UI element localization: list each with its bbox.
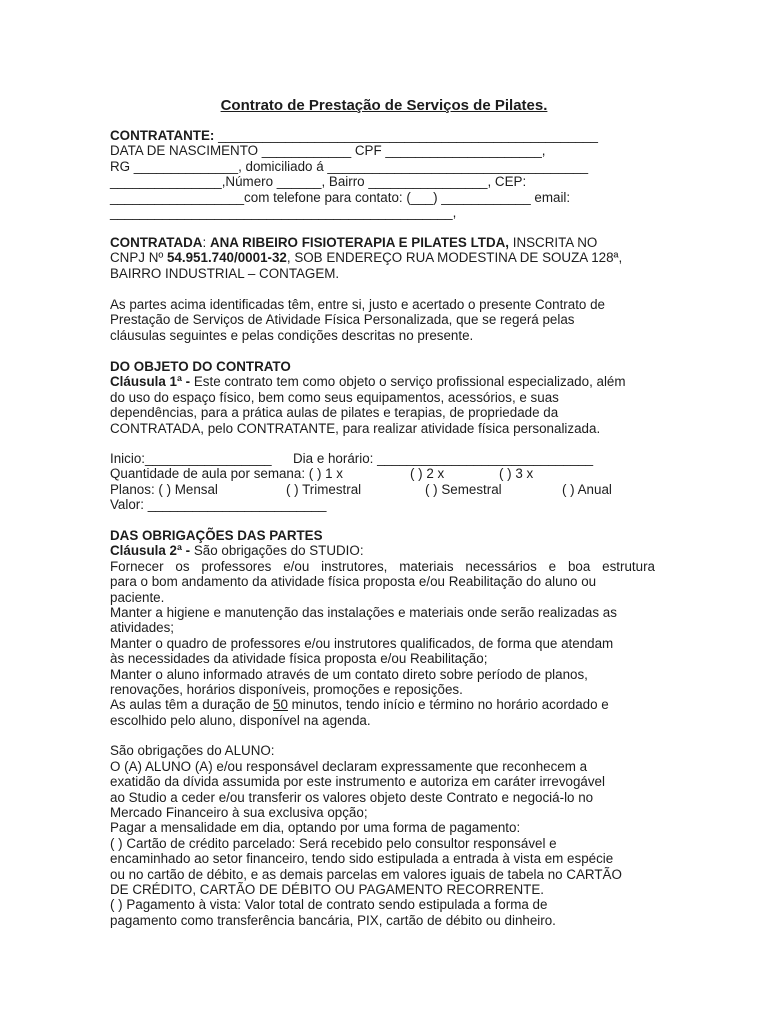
- clausula-2-line: [110, 543, 655, 558]
- contratante-label: CONTRATANTE:: [110, 128, 215, 143]
- obrigacoes-section: [110, 528, 655, 928]
- quantidade-3x-option: ( ) 3 x: [499, 466, 534, 482]
- inicio-row: [110, 451, 655, 466]
- valor-field: Valor: ________________________: [110, 497, 327, 513]
- contratante-name-blank: ___________________________________________________: [214, 128, 598, 143]
- clausula-1-label: Cláusula 1ª -: [110, 374, 191, 390]
- birthdate-cpf-line: DATA DE NASCIMENTO ____________ CPF _____________________,: [110, 143, 546, 159]
- address-text: , SOB ENDEREÇO RUA MODESTINA DE SOUZA 128ª,: [286, 250, 623, 266]
- studio-obligation-line: às necessidades da atividade física proposta e/ou Reabilitação;: [110, 651, 488, 667]
- contratada-label: CONTRATADA: [110, 235, 203, 250]
- inicio-field: Inicio:_________________: [110, 451, 272, 466]
- aluno-obligation-line: ou no cartão de débito, e as demais parcelas em valores iguais de tabela no CARTÃO: [110, 866, 622, 882]
- studio-obligation-line: Fornecer os professores e/ou instrutores, materiais necessários e boa estrutura: [110, 558, 655, 574]
- aluno-obligation-line: Pagar a mensalidade em dia, optando por uma forma de pagamento:: [110, 820, 521, 836]
- valor-row: [110, 497, 655, 512]
- phone-email-line: __________________com telefone para contato: (___) ____________ email:: [110, 189, 571, 205]
- objeto-line: dependências, para a prática aulas de pilates e terapias, de propriedade da: [110, 405, 559, 421]
- plano-semestral-option: ( ) Semestral: [425, 481, 502, 497]
- objeto-heading: DO OBJETO DO CONTRATO: [110, 359, 291, 374]
- cnpj-line: [110, 250, 655, 265]
- duracao-pre: As aulas têm a duração de: [110, 697, 274, 713]
- document-title: Contrato de Prestação de Serviços de Pilates.: [220, 97, 548, 114]
- intro-line: Prestação de Serviços de Atividade Física Personalizada, que se regerá pelas: [110, 312, 575, 328]
- company-name: ANA RIBEIRO FISIOTERAPIA E PILATES LTDA,: [209, 235, 510, 250]
- contratante-section: [110, 128, 655, 220]
- inscrita-text: INSCRITA NO: [509, 235, 598, 250]
- aluno-obligation-line: DE CRÉDITO, CARTÃO DE DÉBITO OU PAGAMENTO RECORRENTE.: [110, 881, 545, 897]
- obrigacoes-heading: DAS OBRIGAÇÕES DAS PARTES: [110, 528, 323, 543]
- schedule-form: [110, 451, 655, 513]
- clausula-1-text: Este contrato tem como objeto o serviço profissional especializado, além: [190, 374, 626, 390]
- email-blank-line: ______________________________________________,: [110, 204, 457, 220]
- duracao-line-2: escolhido pelo aluno, disponível na agenda.: [110, 712, 371, 728]
- objeto-line: do uso do espaço físico, bem como seus equipamentos, acessórios, e suas: [110, 389, 559, 405]
- cnpj-prefix: CNPJ Nº: [110, 250, 167, 266]
- plano-trimestral-option: ( ) Trimestral: [286, 481, 362, 497]
- studio-obligation-line: Manter o quadro de professores e/ou instrutores qualificados, de forma que atendam: [110, 635, 614, 651]
- intro-paragraph: [110, 297, 655, 343]
- studio-obligation-line: paciente.: [110, 589, 165, 605]
- studio-obligation-line: Manter o aluno informado através de um contato direto sobre período de planos,: [110, 666, 588, 682]
- studio-obligation-line: para o bom andamento da atividade física proposta e/ou Reabilitação do aluno ou: [110, 574, 597, 590]
- studio-obligation-line: Manter a higiene e manutenção das instalações e materiais onde serão realizadas as: [110, 604, 617, 620]
- duracao-minutes: 50: [273, 697, 288, 713]
- contratada-section: [110, 235, 655, 281]
- payment-option-credit: ( ) Cartão de crédito parcelado: Será recebido pelo consultor responsável e: [110, 835, 557, 851]
- objeto-line: CONTRATADA, pelo CONTRATANTE, para realizar atividade física personalizada.: [110, 420, 601, 436]
- planos-row: [110, 482, 655, 497]
- quantidade-2x-option: ( ) 2 x: [410, 466, 445, 482]
- cnpj-number: 54.951.740/0001-32: [166, 250, 287, 266]
- payment-option-cash: ( ) Pagamento à vista: Valor total de contrato sendo estipulada a forma de: [110, 897, 548, 913]
- duracao-post: minutos, tendo início e término no horário acordado e: [287, 697, 609, 713]
- rg-address-line: RG ______________, domiciliado á ___________________________________: [110, 158, 589, 174]
- aluno-obligation-line: exatidão da dívida assumida por este instrumento e autoriza em caráter irrevogável: [110, 774, 605, 790]
- aluno-obligation-line: encaminhado ao setor financeiro, tendo sido estipulada a entrada à vista em espécie: [110, 851, 614, 867]
- contratada-sep: :: [202, 235, 210, 250]
- dia-horario-field: Dia e horário: _____________________________: [293, 451, 594, 466]
- clausula-2-label: Cláusula 2ª -: [110, 543, 191, 559]
- quantidade-1x-option: Quantidade de aula por semana: ( ) 1 x: [110, 466, 343, 482]
- aluno-obligation-line: Mercado Financeiro à sua exclusiva opção;: [110, 805, 368, 821]
- district-line: BAIRRO INDUSTRIAL – CONTAGEM.: [110, 265, 340, 281]
- number-district-cep-line: _______________,Número ______, Bairro ________________, CEP:: [110, 174, 527, 190]
- studio-obligation-line: atividades;: [110, 620, 175, 636]
- quantidade-row: [110, 466, 655, 481]
- plano-mensal-option: Planos: ( ) Mensal: [110, 481, 218, 497]
- aluno-obligation-line: O (A) ALUNO (A) e/ou responsável declaram expressamente que reconhecem a: [110, 758, 588, 774]
- clausula-1-line: [110, 374, 655, 389]
- plano-anual-option: ( ) Anual: [562, 481, 612, 497]
- aluno-obligation-line: pagamento como transferência bancária, PIX, cartão de débito ou dinheiro.: [110, 912, 556, 928]
- duracao-line: [110, 697, 655, 712]
- spacer: [110, 728, 655, 743]
- aluno-obligation-line: ao Studio a ceder e/ou transferir os valores objeto deste Contrato e negociá-lo no: [110, 789, 594, 805]
- aluno-heading: São obrigações do ALUNO:: [110, 743, 275, 759]
- intro-line: cláusulas seguintes e pelas condições descritas no presente.: [110, 327, 474, 343]
- objeto-section: [110, 359, 655, 436]
- studio-obligation-line: renovações, horários disponíveis, promoções e reposições.: [110, 681, 463, 697]
- intro-line: As partes acima identificadas têm, entre si, justo e acertado o presente Contrato de: [110, 297, 605, 312]
- contratante-line: [110, 128, 655, 143]
- contratada-line: [110, 235, 655, 250]
- clausula-2-text: São obrigações do STUDIO:: [190, 543, 364, 559]
